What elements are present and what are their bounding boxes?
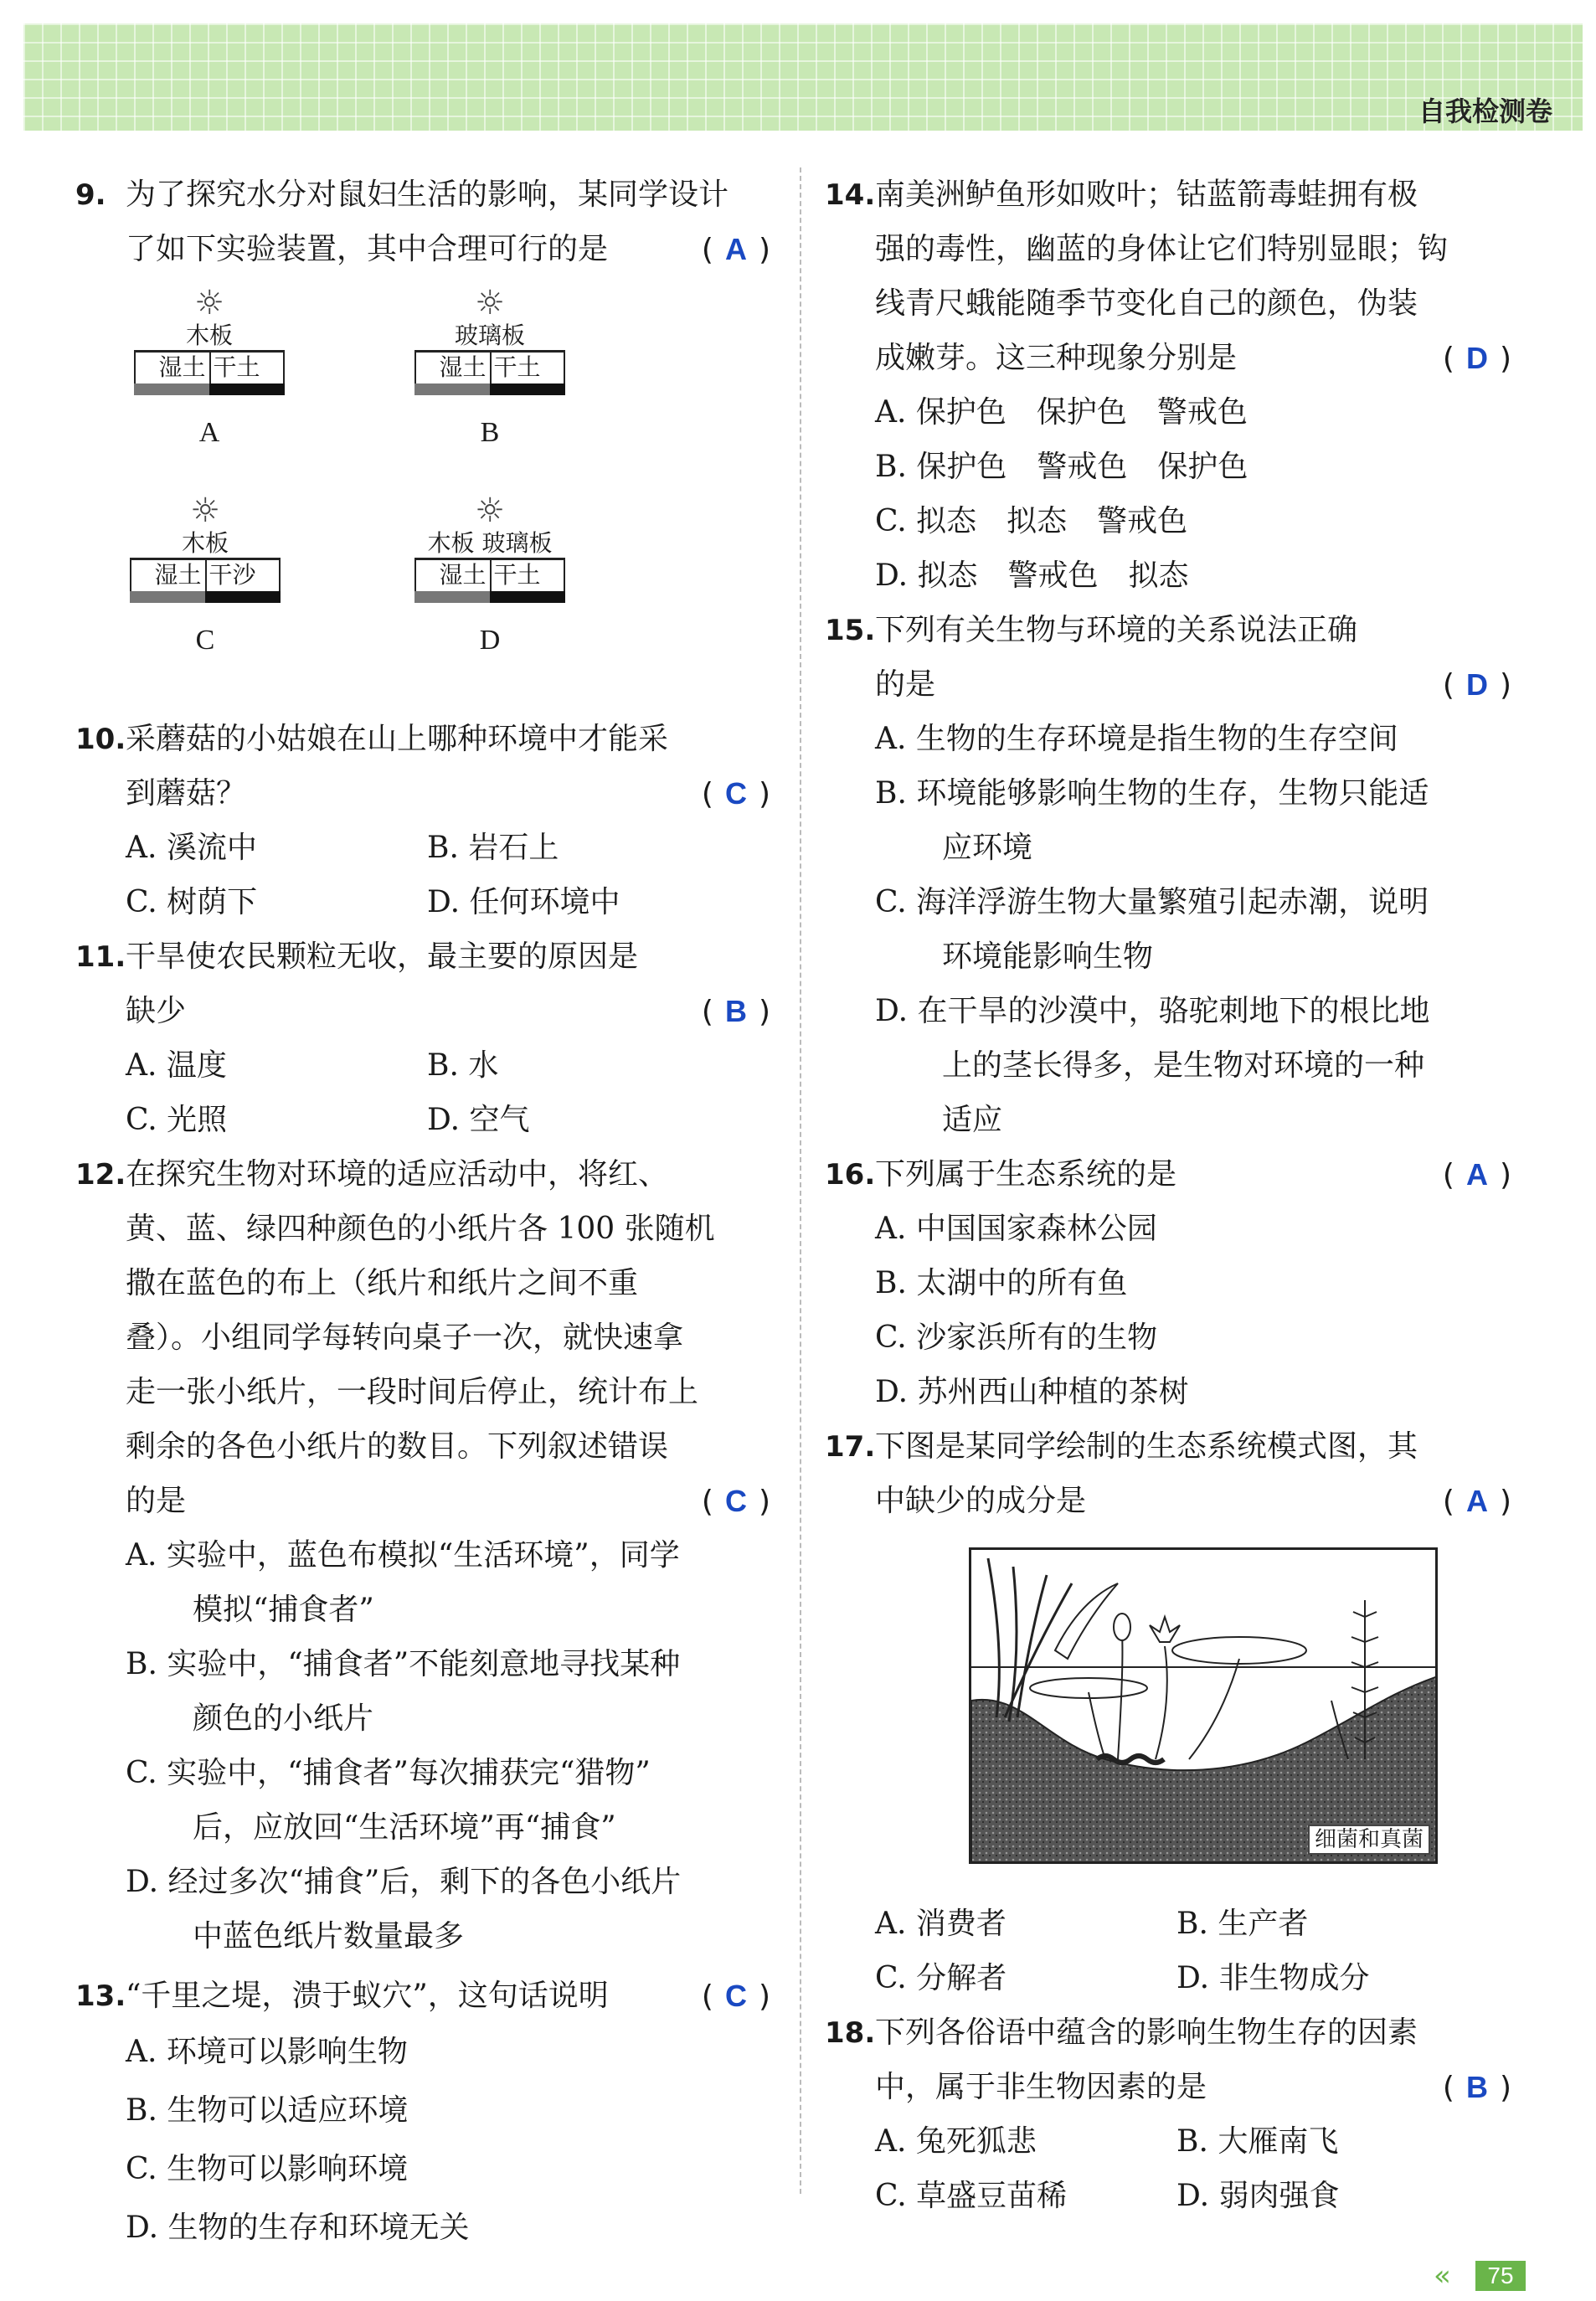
answer-bracket: ( A ): [701, 232, 770, 267]
question-text: 中，属于非生物因素的是: [875, 2070, 1207, 2104]
option: B. 大雁南飞: [1176, 2124, 1339, 2159]
question-15: [825, 603, 1511, 1147]
option: A. 环境可以影响生物: [126, 2035, 408, 2069]
question-text: 的是: [875, 667, 936, 702]
question-text: 为了探究水分对鼠妇生活的影响，某同学设计: [126, 178, 729, 212]
answer-value: A: [724, 232, 747, 266]
question-text: 撒在蓝色的布上（纸片和纸片之间不重: [126, 1266, 639, 1300]
option: C. 草盛豆苗稀: [875, 2179, 1068, 2213]
board-label: 木板: [181, 529, 229, 557]
setup-letter: B: [480, 417, 500, 448]
pond-illustration: [971, 1550, 1438, 1864]
question-text: 剩余的各色小纸片的数目。下列叙述错误: [126, 1429, 669, 1464]
option: B. 太湖中的所有鱼: [875, 1266, 1128, 1300]
question-13: [75, 1969, 770, 2257]
option: B. 水: [427, 1048, 499, 1083]
soil-base: [414, 591, 565, 603]
option: C. 实验中，“捕食者”每次捕获完“猎物”: [126, 1756, 651, 1790]
option-row: [75, 1093, 770, 1147]
question-text: 中缺少的成分是: [875, 1484, 1087, 1518]
question-text: 成嫩芽。这三种现象分别是: [875, 341, 1238, 375]
question-text: 走一张小纸片，一段时间后停止，统计布上: [126, 1375, 699, 1409]
soil-base: [130, 591, 281, 603]
ecosystem-figure: [969, 1547, 1438, 1864]
question-number: 17.: [825, 1430, 876, 1464]
question-text: 南美洲鲈鱼形如败叶；钴蓝箭毒蛙拥有极: [875, 178, 1418, 212]
figure-caption: 细菌和真菌: [1308, 1825, 1430, 1855]
question-text: 在探究生物对环境的适应活动中，将红、: [126, 1157, 669, 1192]
option: D. 空气: [427, 1103, 530, 1137]
question-text: 黄、蓝、绿四种颜色的小纸片各 100 张随机: [126, 1212, 715, 1246]
option-continued: 上的茎长得多，是生物对环境的一种: [942, 1048, 1425, 1083]
header-banner: [23, 23, 1583, 131]
option-continued: 后，应放回“生活环境”再“捕食”: [193, 1810, 616, 1845]
question-number: 12.: [75, 1158, 126, 1192]
question-text: 叠）。小组同学每转向桌子一次，就快速拿: [126, 1320, 684, 1355]
question-text: 线青尺蛾能随季节变化自己的颜色，伪装: [875, 286, 1418, 321]
question-text: 采蘑菇的小姑娘在山上哪种环境中才能采: [126, 722, 669, 756]
question-12: [75, 1147, 770, 1964]
setup-d: [414, 492, 565, 656]
sun-icon: ☼: [475, 492, 505, 530]
option: D. 经过多次“捕食”后，剩下的各色小纸片: [126, 1865, 682, 1899]
soil-base: [414, 384, 565, 395]
question-number: 10.: [75, 723, 126, 756]
left-column: [75, 167, 770, 2257]
option: B. 实验中，“捕食者”不能刻意地寻找某种: [126, 1647, 681, 1681]
question-text: 缺少: [126, 994, 187, 1028]
option: B. 保护色 警戒色 保护色: [875, 450, 1248, 484]
option: C. 沙家浜所有的生物: [875, 1320, 1158, 1355]
option: A. 兔死狐悲: [875, 2124, 1037, 2159]
option: C. 光照: [126, 1103, 228, 1137]
answer-bracket: ( D ): [1442, 667, 1511, 703]
option: A. 中国国家森林公园: [875, 1212, 1157, 1246]
question-number: 11.: [75, 940, 126, 974]
question-number: 9.: [75, 178, 106, 212]
question-number: 16.: [825, 1158, 876, 1192]
option: D. 在干旱的沙漠中，骆驼刺地下的根比地: [875, 994, 1430, 1028]
soil-box: 湿土 干土: [414, 350, 565, 384]
option: D. 弱肉强食: [1176, 2179, 1340, 2213]
option: C. 分解者: [875, 1961, 1007, 1995]
option-row: [825, 2169, 1511, 2223]
option: D. 非生物成分: [1176, 1961, 1370, 1995]
setup-a: [134, 285, 285, 449]
option-continued: 颜色的小纸片: [193, 1701, 374, 1736]
answer-bracket: ( B ): [1442, 2070, 1511, 2105]
setup-letter: D: [479, 625, 501, 656]
section-title: 自我检测卷: [1418, 95, 1552, 127]
answer-value: B: [1465, 2070, 1488, 2104]
option: B. 环境能够影响生物的生存，生物只能适: [875, 776, 1429, 811]
answer-value: A: [1465, 1484, 1488, 1518]
soil-box: 湿土 干土: [414, 558, 565, 591]
option-row: [825, 2114, 1511, 2169]
option: A. 保护色 保护色 警戒色: [875, 395, 1248, 430]
option: B. 生产者: [1176, 1907, 1309, 1941]
right-column: [825, 167, 1511, 2223]
sun-icon: ☼: [190, 492, 220, 530]
setup-c: [130, 492, 281, 656]
option: D. 拟态 警戒色 拟态: [875, 559, 1189, 593]
answer-value: C: [724, 1979, 747, 2013]
setup-letter: A: [198, 417, 220, 448]
page-number: 75: [1475, 2261, 1526, 2291]
option-row: [825, 1897, 1511, 1951]
sun-icon: ☼: [194, 284, 224, 322]
option: C. 生物可以影响环境: [126, 2152, 409, 2186]
question-11: [75, 929, 770, 1147]
answer-value: C: [724, 1484, 747, 1518]
answer-bracket: ( D ): [1442, 341, 1511, 376]
sun-icon: ☼: [475, 284, 505, 322]
option: C. 拟态 拟态 警戒色: [875, 504, 1188, 538]
chevron-left-icon: «: [1434, 2259, 1451, 2293]
question-14: [825, 167, 1511, 603]
question-16: [825, 1147, 1511, 1419]
option-row: [75, 1038, 770, 1093]
option-continued: 模拟“捕食者”: [193, 1593, 374, 1627]
experiment-diagram: [75, 276, 770, 712]
board-label: 木板: [185, 322, 233, 349]
answer-value: B: [724, 994, 747, 1028]
option-continued: 环境能影响生物: [942, 939, 1154, 974]
question-number: 13.: [75, 1979, 126, 2013]
question-text: 了如下实验装置，其中合理可行的是: [126, 232, 609, 266]
option-row: [75, 875, 770, 929]
question-text: 下列有关生物与环境的关系说法正确: [875, 613, 1358, 647]
setup-b: [414, 285, 565, 449]
option: A. 生物的生存环境是指生物的生存空间: [875, 722, 1398, 756]
answer-value: D: [1465, 667, 1488, 702]
question-18: [825, 2005, 1511, 2223]
option: A. 消费者: [875, 1907, 1007, 1941]
answer-bracket: ( C ): [701, 776, 770, 811]
answer-bracket: ( C ): [701, 1484, 770, 1519]
option: D. 生物的生存和环境无关: [126, 2211, 470, 2245]
option-continued: 中蓝色纸片数量最多: [193, 1919, 465, 1954]
answer-bracket: ( A ): [1442, 1484, 1511, 1519]
question-9: [75, 167, 770, 712]
question-number: 15.: [825, 614, 876, 647]
option: B. 岩石上: [427, 831, 559, 865]
question-text: 下列属于生态系统的是: [875, 1157, 1177, 1192]
answer-bracket: ( C ): [701, 1979, 770, 2014]
option-continued: 适应: [942, 1103, 1003, 1137]
option: A. 温度: [126, 1048, 227, 1083]
soil-base: [134, 384, 285, 395]
question-number: 14.: [825, 178, 876, 212]
setup-letter: C: [195, 625, 215, 656]
question-10: [75, 712, 770, 929]
option-continued: 应环境: [942, 831, 1033, 865]
option: A. 溪流中: [126, 831, 257, 865]
answer-bracket: ( B ): [701, 994, 770, 1029]
column-divider: [800, 167, 801, 2194]
answer-value: D: [1465, 341, 1488, 375]
question-text: 强的毒性，幽蓝的身体让它们特别显眼；钩: [875, 232, 1449, 266]
question-text: 到蘑菇？: [126, 776, 247, 811]
answer-value: A: [1465, 1157, 1488, 1192]
answer-bracket: ( A ): [1442, 1157, 1511, 1192]
option: B. 生物可以适应环境: [126, 2093, 409, 2128]
question-text: 下列各俗语中蕴含的影响生物生存的因素: [875, 2015, 1418, 2050]
question-text: 下图是某同学绘制的生态系统模式图，其: [875, 1429, 1418, 1464]
board-label: 玻璃板: [454, 322, 525, 349]
option: C. 海洋浮游生物大量繁殖引起赤潮，说明: [875, 885, 1429, 919]
board-label: 木板 玻璃板: [427, 529, 553, 557]
question-number: 18.: [825, 2016, 876, 2050]
soil-box: 湿土 干沙: [130, 558, 281, 591]
option: A. 实验中，蓝色布模拟“生活环境”，同学: [126, 1538, 680, 1573]
option: C. 树荫下: [126, 885, 258, 919]
question-text: 的是: [126, 1484, 187, 1518]
option: D. 苏州西山种植的茶树: [875, 1375, 1189, 1409]
option-row: [825, 1951, 1511, 2005]
question-text: 干旱使农民颗粒无收，最主要的原因是: [126, 939, 639, 974]
option: D. 任何环境中: [427, 885, 620, 919]
soil-box: 湿土 干土: [134, 350, 285, 384]
option-row: [75, 821, 770, 875]
question-text: “千里之堤，溃于蚁穴”，这句话说明: [126, 1979, 609, 2013]
answer-value: C: [724, 776, 747, 811]
